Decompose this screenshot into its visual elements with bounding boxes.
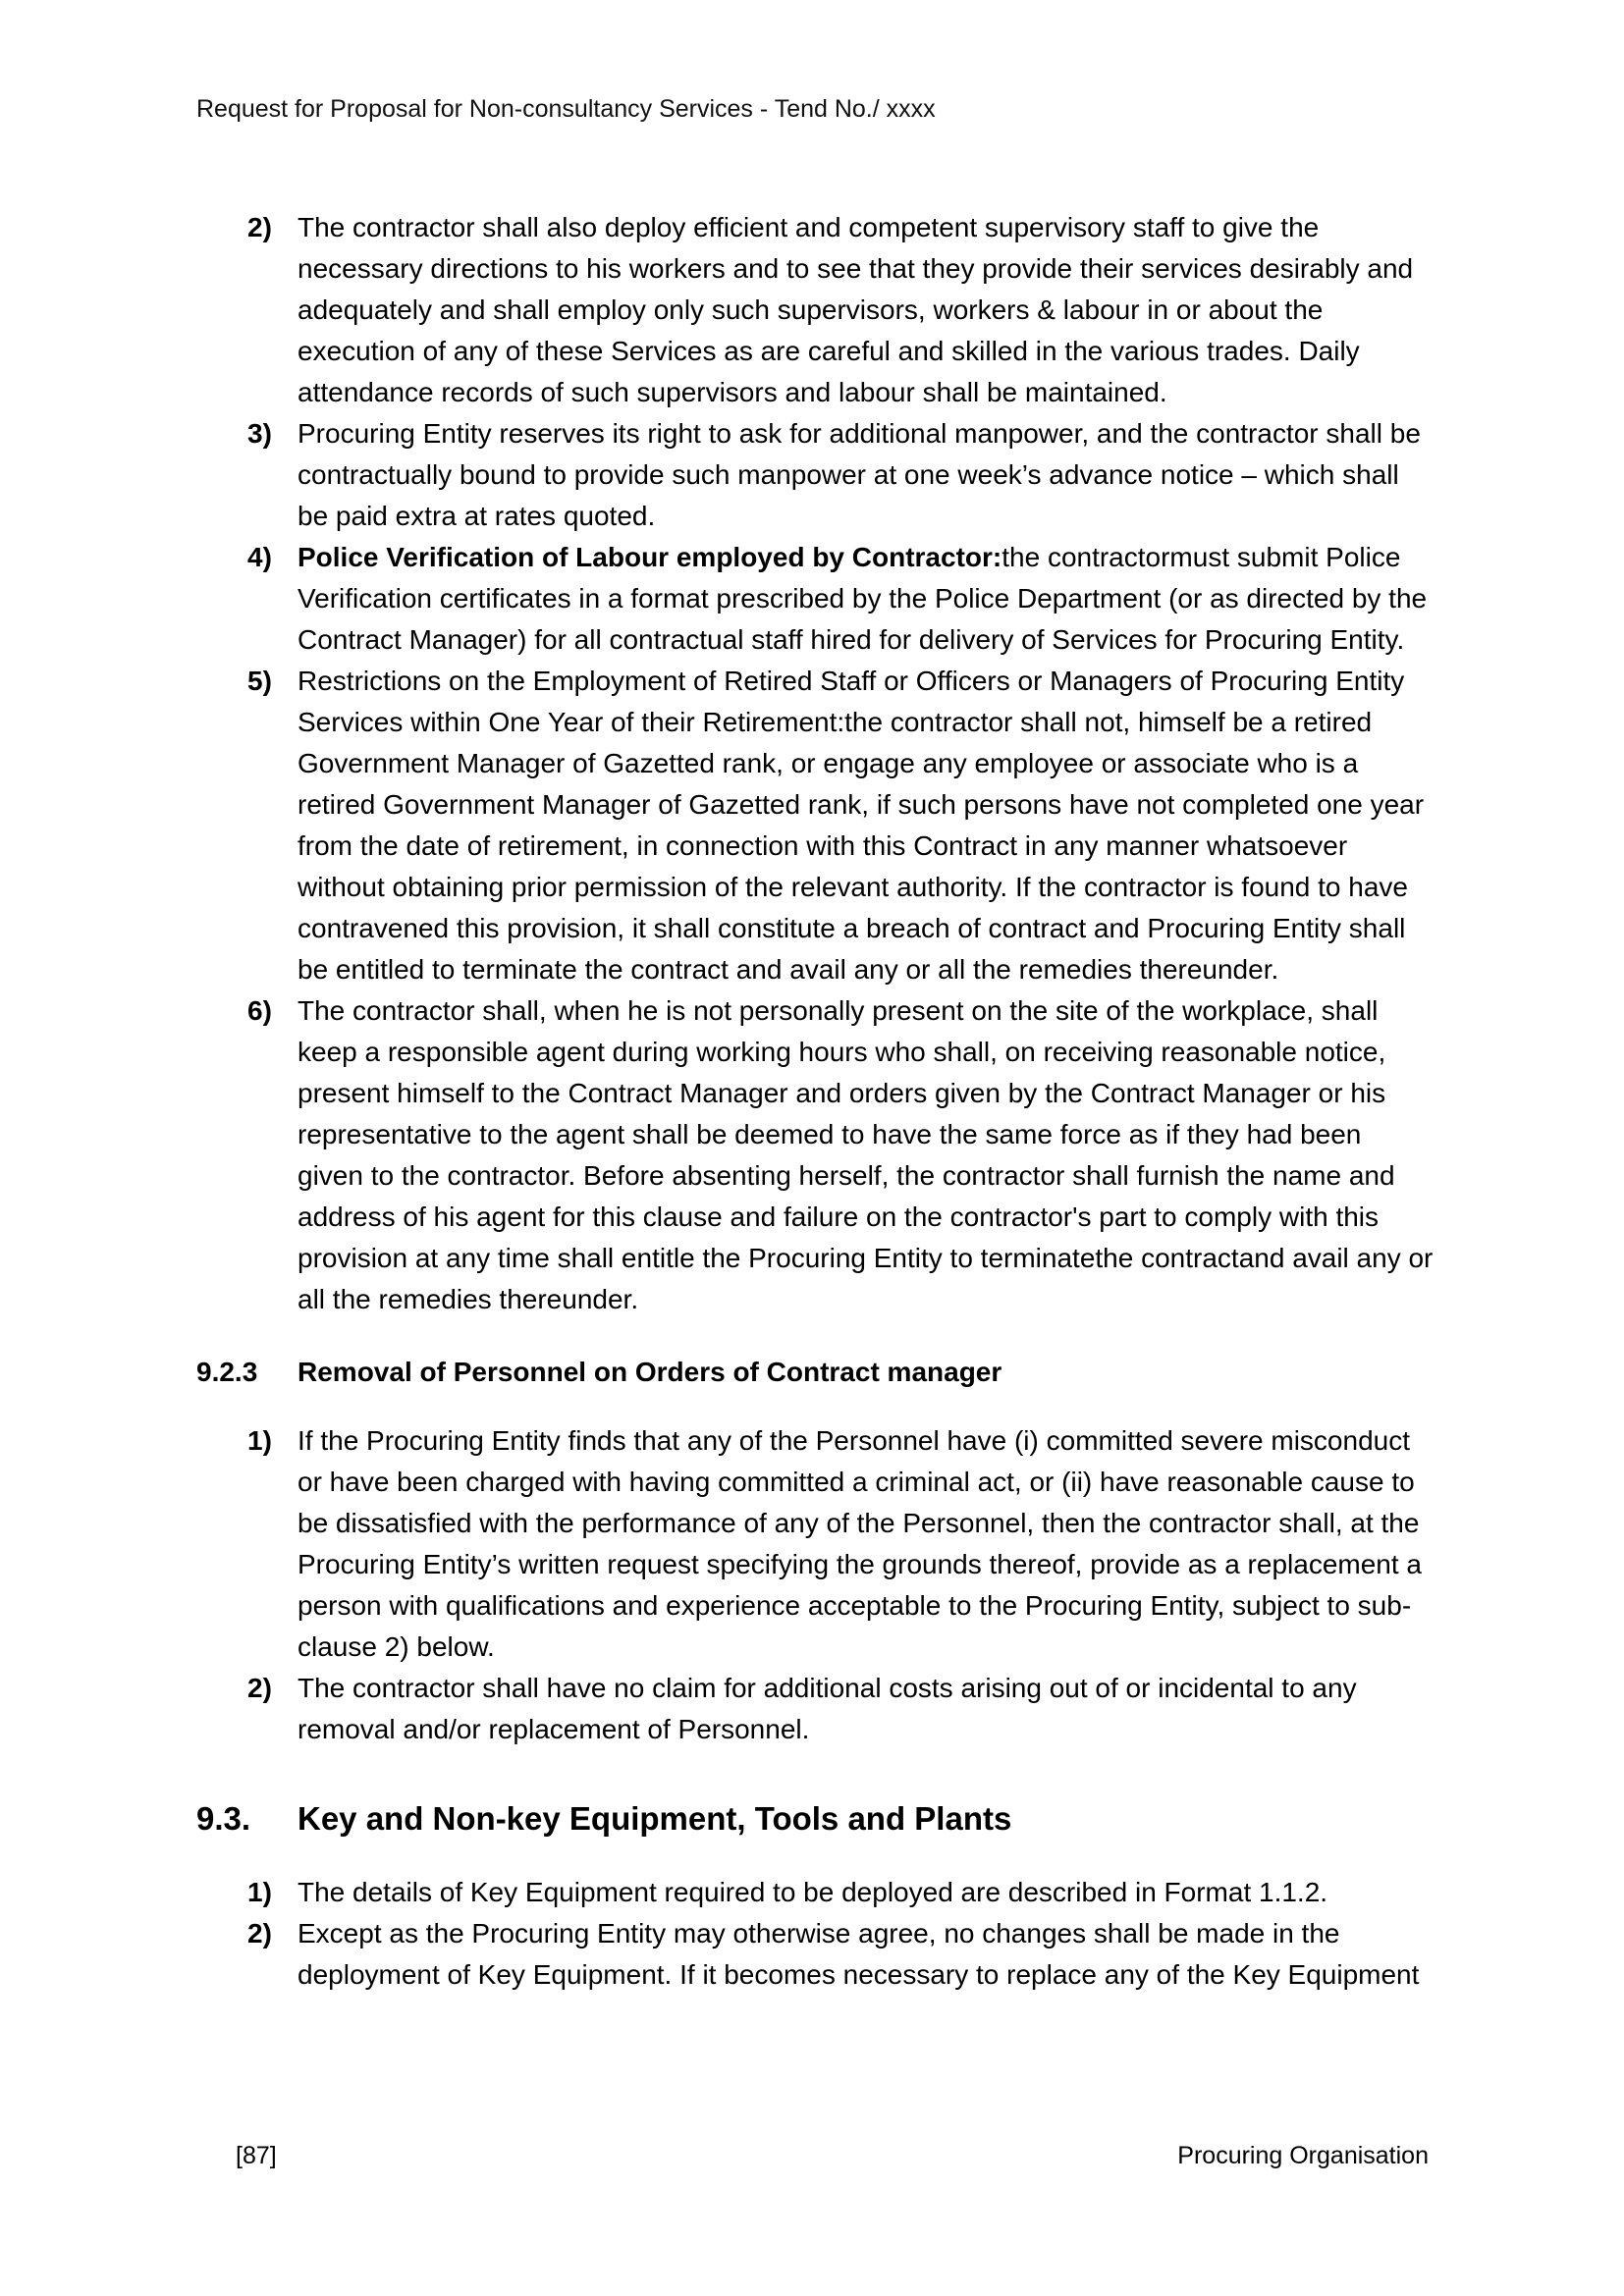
clause-text: If the Procuring Entity finds that any of the Personnel have (i) committed severe misconduct or have been charged with having committed a criminal act, or (ii) have reasonable cause to be dissatisfied with the performance of any of the Personnel, then the contractor shall, at the Procuring Entity’s written request specifying the grounds thereof, provide as a replacement a person with qualifications and experience acceptable to the Procuring Entity, subject to sub-clause 2) below. [298,1425,1422,1662]
list-item [247,207,1434,413]
list-item [247,413,1434,537]
clause-text: The contractor shall, when he is not personally present on the site of the workplace, shall keep a responsible agent during working hours who shall, on receiving reasonable notice, present himself to the Contract Manager and orders given by the Contract Manager or his representative to the agent shall be deemed to have the same force as if they had been given to the contractor. Before absenting herself, the contractor shall furnish the name and address of his agent for this clause and failure on the contractor's part to comply with this provision at any time shall entitle the Procuring Entity to terminatethe contractand avail any or all the remedies thereunder. [298,995,1434,1314]
list-item-number: 2) [247,212,272,242]
list-item-number: 1) [247,1877,272,1907]
clause-text: Restrictions on the Employment of Retired Staff or Officers or Managers of Procuring Entity Services within One Year of their Retirement:the contractor shall not, himself be a retired Government Manager of Gazetted rank, or engage any employee or associate who is a retired Government Manager of Gazetted rank, if such persons have not completed one year from the date of retirement, in connection with this Contract in any manner whatsoever without obtaining prior permission of the relevant authority. If the contractor is found to have contravened this provision, it shall constitute a breach of contract and Procuring Entity shall be entitled to terminate the contract and avail any or all the remedies thereunder. [298,666,1425,985]
page-footer [0,2140,1624,2171]
clause-text: The contractor shall also deploy efficient and competent supervisory staff to give the necessary directions to his workers and to see that they provide their services desirably and adequately and shall employ only such supervisors, workers & labour in or about the execution of any of these Services as are careful and skilled in the various trades. Daily attendance records of such supervisors and labour shall be maintained. [298,212,1414,407]
clause-text: the contractormust submit Police Verification certificates in a format prescribed by the Police Department (or as directed by the Contract Manager) for all contractual staff hired for delivery of Services for Procuring Entity. [298,542,1428,655]
list-item-number: 4) [247,542,272,572]
list-item-text [298,1668,1434,1750]
list-item [247,1872,1434,1913]
section-number: 9.3. [196,1800,251,1837]
clause-text: The details of Key Equipment required to be deployed are described in Format 1.1.2. [298,1877,1328,1907]
list-item-number: 2) [247,1673,272,1703]
clause-text: The contractor shall have no claim for additional costs arising out of or incidental to any removal and/or replacement of Personnel. [298,1673,1357,1744]
section-title: Removal of Personnel on Orders of Contract manager [298,1357,1002,1387]
list-item-text [298,1420,1434,1668]
list-item-number: 5) [247,666,272,696]
list-item-text [298,1872,1434,1913]
list-item-text [298,661,1434,990]
clause-text: Procuring Entity reserves its right to ask for additional manpower, and the contractor shall be contractually bound to provide such manpower at one week’s advance notice – which shall be paid extra at rates quoted. [298,418,1421,531]
section-title: Key and Non-key Equipment, Tools and Plants [298,1800,1012,1837]
list-item-text [298,990,1434,1320]
list-item [247,537,1434,661]
list-item-text [298,1913,1434,1996]
section-number: 9.2.3 [196,1357,258,1387]
section-heading-93 [196,1795,1434,1842]
list-item-number: 2) [247,1918,272,1949]
page-header: Request for Proposal for Non-consultancy Services - Tend No./ xxxx [196,95,936,123]
page-content [196,207,1434,1996]
numbered-list-labour-clauses [196,207,1434,1320]
list-item-text [298,413,1434,537]
list-item-text [298,537,1434,661]
list-item-number: 1) [247,1425,272,1456]
page-number: [87] [236,2142,277,2169]
clause-bold-lead: Police Verification of Labour employed by Contractor: [298,542,1002,572]
list-item [247,1668,1434,1750]
section-heading-923 [196,1352,1434,1393]
list-item [247,1420,1434,1668]
list-item-number: 6) [247,995,272,1026]
list-item [247,1913,1434,1996]
footer-organisation: Procuring Organisation [1177,2142,1429,2169]
list-item [247,661,1434,990]
clause-text: Except as the Procuring Entity may otherwise agree, no changes shall be made in the deployment of Key Equipment. If it becomes necessary to replace any of the Key Equipment [298,1918,1420,1990]
list-item-text [298,207,1434,413]
numbered-list-removal-of-personnel [196,1420,1434,1750]
list-item-number: 3) [247,418,272,449]
numbered-list-key-equipment [196,1872,1434,1996]
list-item [247,990,1434,1320]
